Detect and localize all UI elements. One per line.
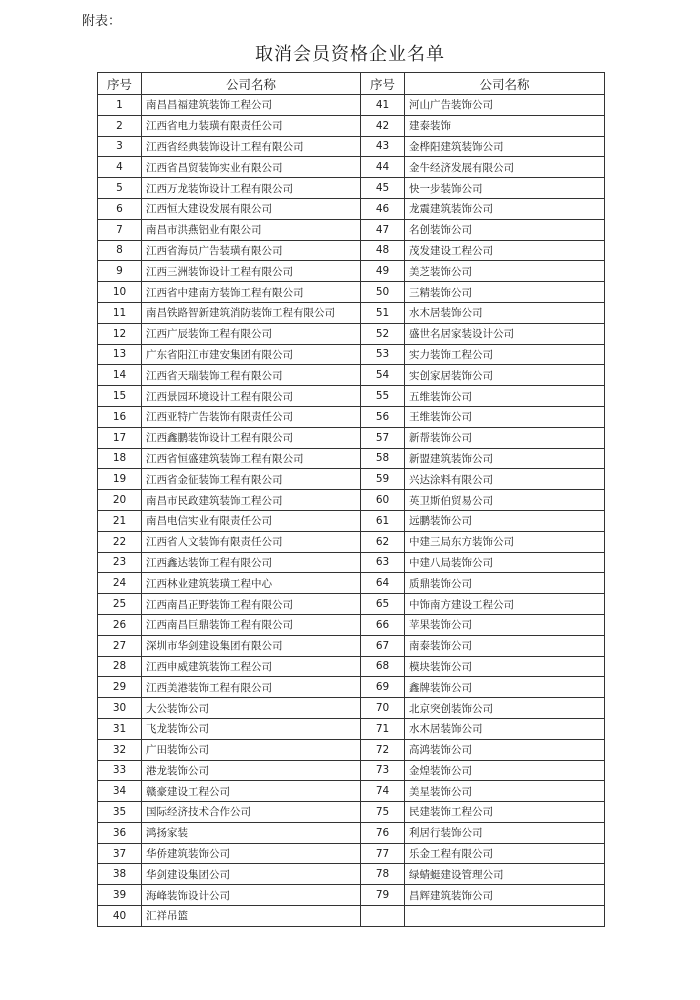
right-name-cell: 金桦阳建筑装饰公司 — [405, 136, 605, 157]
right-no-cell: 59 — [361, 469, 405, 490]
table-row — [98, 698, 605, 719]
table-row — [98, 261, 605, 282]
right-no-cell: 73 — [361, 760, 405, 781]
left-no-cell: 38 — [98, 864, 142, 885]
left-no-cell: 5 — [98, 178, 142, 199]
left-name-cell: 鸿扬家装 — [142, 822, 361, 843]
right-name-cell: 美芝装饰公司 — [405, 261, 605, 282]
left-name-cell: 江西景园环境设计工程有限公司 — [142, 386, 361, 407]
left-name-cell: 南昌市洪燕铝业有限公司 — [142, 219, 361, 240]
left-no-cell: 12 — [98, 323, 142, 344]
left-no-cell: 11 — [98, 302, 142, 323]
left-no-cell: 21 — [98, 510, 142, 531]
table-row — [98, 843, 605, 864]
left-name-cell: 国际经济技术合作公司 — [142, 802, 361, 823]
left-name-cell: 江西省昌贸装饰实业有限公司 — [142, 157, 361, 178]
left-no-cell: 23 — [98, 552, 142, 573]
right-no-cell: 67 — [361, 635, 405, 656]
left-name-cell: 华侨建筑装饰公司 — [142, 843, 361, 864]
right-no-cell: 61 — [361, 510, 405, 531]
left-name-cell: 南昌市民政建筑装饰工程公司 — [142, 490, 361, 511]
right-name-cell: 模块装饰公司 — [405, 656, 605, 677]
left-no-cell: 1 — [98, 95, 142, 116]
left-no-cell: 27 — [98, 635, 142, 656]
right-no-cell: 69 — [361, 677, 405, 698]
header-name-left: 公司名称 — [142, 73, 361, 95]
table-body — [98, 95, 605, 927]
right-no-cell: 65 — [361, 594, 405, 615]
right-name-cell: 绿蜻蜓建设管理公司 — [405, 864, 605, 885]
right-no-cell: 79 — [361, 885, 405, 906]
left-no-cell: 33 — [98, 760, 142, 781]
right-name-cell: 利居行装饰公司 — [405, 822, 605, 843]
right-name-cell: 北京突创装饰公司 — [405, 698, 605, 719]
left-no-cell: 35 — [98, 802, 142, 823]
left-name-cell: 飞龙装饰公司 — [142, 718, 361, 739]
left-no-cell: 36 — [98, 822, 142, 843]
right-no-cell: 43 — [361, 136, 405, 157]
table-row — [98, 344, 605, 365]
left-name-cell: 江西鑫鹏装饰设计工程有限公司 — [142, 427, 361, 448]
table-row — [98, 531, 605, 552]
left-no-cell: 13 — [98, 344, 142, 365]
right-name-cell: 王维装饰公司 — [405, 406, 605, 427]
annex-label: 附表： — [82, 14, 122, 29]
left-no-cell: 16 — [98, 406, 142, 427]
right-name-cell: 远鹏装饰公司 — [405, 510, 605, 531]
table-row — [98, 490, 605, 511]
left-no-cell: 7 — [98, 219, 142, 240]
table-row — [98, 469, 605, 490]
table-row — [98, 323, 605, 344]
table-row — [98, 781, 605, 802]
left-name-cell: 海峰装饰设计公司 — [142, 885, 361, 906]
right-no-cell: 70 — [361, 698, 405, 719]
left-no-cell: 14 — [98, 365, 142, 386]
left-name-cell: 南昌铁路智新建筑消防装饰工程有限公司 — [142, 302, 361, 323]
left-no-cell: 2 — [98, 115, 142, 136]
left-no-cell: 40 — [98, 906, 142, 927]
right-no-cell: 58 — [361, 448, 405, 469]
left-name-cell: 南昌电信实业有限责任公司 — [142, 510, 361, 531]
right-name-cell: 茂发建设工程公司 — [405, 240, 605, 261]
table-row — [98, 136, 605, 157]
left-no-cell: 20 — [98, 490, 142, 511]
company-table — [97, 72, 605, 927]
left-no-cell: 25 — [98, 594, 142, 615]
table-row — [98, 594, 605, 615]
right-name-cell: 中建三局东方装饰公司 — [405, 531, 605, 552]
left-name-cell: 江西三洲装饰设计工程有限公司 — [142, 261, 361, 282]
right-name-cell: 金牛经济发展有限公司 — [405, 157, 605, 178]
left-no-cell: 31 — [98, 718, 142, 739]
right-no-cell: 55 — [361, 386, 405, 407]
left-name-cell: 江西省天瑞装饰工程有限公司 — [142, 365, 361, 386]
left-no-cell: 24 — [98, 573, 142, 594]
left-name-cell: 江西广辰装饰工程有限公司 — [142, 323, 361, 344]
left-no-cell: 37 — [98, 843, 142, 864]
right-no-cell: 66 — [361, 614, 405, 635]
left-name-cell: 江西省电力装璜有限责任公司 — [142, 115, 361, 136]
table-row — [98, 510, 605, 531]
table-row — [98, 240, 605, 261]
right-name-cell: 鑫牌装饰公司 — [405, 677, 605, 698]
right-no-cell: 54 — [361, 365, 405, 386]
left-no-cell: 15 — [98, 386, 142, 407]
table-row — [98, 198, 605, 219]
right-no-cell: 41 — [361, 95, 405, 116]
document-title: 取消会员资格企业名单 — [255, 44, 445, 65]
right-name-cell: 兴达涂料有限公司 — [405, 469, 605, 490]
right-name-cell: 苹果装饰公司 — [405, 614, 605, 635]
left-name-cell: 汇祥吊篮 — [142, 906, 361, 927]
table-row — [98, 822, 605, 843]
right-no-cell: 76 — [361, 822, 405, 843]
right-no-cell: 74 — [361, 781, 405, 802]
left-no-cell: 32 — [98, 739, 142, 760]
right-name-cell: 美星装饰公司 — [405, 781, 605, 802]
left-no-cell: 22 — [98, 531, 142, 552]
right-name-cell: 新帮装饰公司 — [405, 427, 605, 448]
table-row — [98, 656, 605, 677]
right-name-cell: 三精装饰公司 — [405, 282, 605, 303]
left-no-cell: 4 — [98, 157, 142, 178]
left-name-cell: 大公装饰公司 — [142, 698, 361, 719]
right-no-cell: 77 — [361, 843, 405, 864]
left-no-cell: 28 — [98, 656, 142, 677]
table-row — [98, 448, 605, 469]
left-name-cell: 江西南昌巨鼎装饰工程有限公司 — [142, 614, 361, 635]
right-name-cell: 河山广告装饰公司 — [405, 95, 605, 116]
left-no-cell: 9 — [98, 261, 142, 282]
table-row — [98, 157, 605, 178]
right-no-cell: 50 — [361, 282, 405, 303]
right-no-cell: 44 — [361, 157, 405, 178]
left-no-cell: 29 — [98, 677, 142, 698]
right-name-cell: 民建装饰工程公司 — [405, 802, 605, 823]
right-no-cell: 52 — [361, 323, 405, 344]
header-name-right: 公司名称 — [405, 73, 605, 95]
table-row — [98, 552, 605, 573]
right-no-cell: 48 — [361, 240, 405, 261]
left-name-cell: 江西南昌正野装饰工程有限公司 — [142, 594, 361, 615]
right-no-cell: 60 — [361, 490, 405, 511]
right-name-cell: 实创家居装饰公司 — [405, 365, 605, 386]
right-name-cell: 金煌装饰公司 — [405, 760, 605, 781]
left-no-cell: 26 — [98, 614, 142, 635]
right-no-cell: 45 — [361, 178, 405, 199]
left-name-cell: 江西恒大建设发展有限公司 — [142, 198, 361, 219]
left-name-cell: 江西林业建筑装璜工程中心 — [142, 573, 361, 594]
right-no-cell — [361, 906, 405, 927]
right-no-cell: 57 — [361, 427, 405, 448]
right-no-cell: 56 — [361, 406, 405, 427]
left-name-cell: 深圳市华剑建设集团有限公司 — [142, 635, 361, 656]
right-name-cell: 新盟建筑装饰公司 — [405, 448, 605, 469]
table-row — [98, 115, 605, 136]
table-row — [98, 906, 605, 927]
left-name-cell: 广东省阳江市建安集团有限公司 — [142, 344, 361, 365]
table-row — [98, 802, 605, 823]
right-no-cell: 47 — [361, 219, 405, 240]
table-row — [98, 573, 605, 594]
right-name-cell: 建泰装饰 — [405, 115, 605, 136]
right-name-cell: 乐金工程有限公司 — [405, 843, 605, 864]
right-name-cell: 五维装饰公司 — [405, 386, 605, 407]
right-name-cell: 中建八局装饰公司 — [405, 552, 605, 573]
right-no-cell: 72 — [361, 739, 405, 760]
left-name-cell: 江西美港装饰工程有限公司 — [142, 677, 361, 698]
right-name-cell: 名创装饰公司 — [405, 219, 605, 240]
right-name-cell: 盛世名居家装设计公司 — [405, 323, 605, 344]
table-row — [98, 95, 605, 116]
header-no-left: 序号 — [98, 73, 142, 95]
table-row — [98, 178, 605, 199]
right-no-cell: 64 — [361, 573, 405, 594]
table-row — [98, 282, 605, 303]
table-row — [98, 219, 605, 240]
right-name-cell — [405, 906, 605, 927]
table-row — [98, 427, 605, 448]
right-no-cell: 75 — [361, 802, 405, 823]
right-name-cell: 龙震建筑装饰公司 — [405, 198, 605, 219]
left-name-cell: 赣豪建设工程公司 — [142, 781, 361, 802]
table-row — [98, 302, 605, 323]
left-no-cell: 19 — [98, 469, 142, 490]
left-name-cell: 江西省恒盛建筑装饰工程有限公司 — [142, 448, 361, 469]
right-no-cell: 68 — [361, 656, 405, 677]
table-row — [98, 718, 605, 739]
right-no-cell: 78 — [361, 864, 405, 885]
left-no-cell: 10 — [98, 282, 142, 303]
right-name-cell: 快一步装饰公司 — [405, 178, 605, 199]
table-row — [98, 864, 605, 885]
left-name-cell: 广田装饰公司 — [142, 739, 361, 760]
right-no-cell: 49 — [361, 261, 405, 282]
left-no-cell: 30 — [98, 698, 142, 719]
right-no-cell: 62 — [361, 531, 405, 552]
right-name-cell: 中饰南方建设工程公司 — [405, 594, 605, 615]
left-name-cell: 南昌昌福建筑装饰工程公司 — [142, 95, 361, 116]
right-no-cell: 42 — [361, 115, 405, 136]
left-no-cell: 3 — [98, 136, 142, 157]
right-name-cell: 水木居装饰公司 — [405, 718, 605, 739]
right-name-cell: 昌辉建筑装饰公司 — [405, 885, 605, 906]
table-row — [98, 677, 605, 698]
left-no-cell: 8 — [98, 240, 142, 261]
left-name-cell: 江西省海员广告装璜有限公司 — [142, 240, 361, 261]
left-name-cell: 江西省金征装饰工程有限公司 — [142, 469, 361, 490]
table-header-row — [98, 73, 605, 95]
right-name-cell: 高鸿装饰公司 — [405, 739, 605, 760]
table-row — [98, 406, 605, 427]
right-name-cell: 实力装饰工程公司 — [405, 344, 605, 365]
right-no-cell: 71 — [361, 718, 405, 739]
right-name-cell: 水木居装饰公司 — [405, 302, 605, 323]
left-name-cell: 江西鑫达装饰工程有限公司 — [142, 552, 361, 573]
left-name-cell: 江西省人文装饰有限责任公司 — [142, 531, 361, 552]
right-no-cell: 46 — [361, 198, 405, 219]
left-name-cell: 江西万龙装饰设计工程有限公司 — [142, 178, 361, 199]
table-row — [98, 885, 605, 906]
left-no-cell: 34 — [98, 781, 142, 802]
right-no-cell: 51 — [361, 302, 405, 323]
left-no-cell: 18 — [98, 448, 142, 469]
table-row — [98, 739, 605, 760]
right-no-cell: 63 — [361, 552, 405, 573]
left-name-cell: 江西申威建筑装饰工程公司 — [142, 656, 361, 677]
left-name-cell: 江西亚特广告装饰有限责任公司 — [142, 406, 361, 427]
left-name-cell: 港龙装饰公司 — [142, 760, 361, 781]
right-no-cell: 53 — [361, 344, 405, 365]
right-name-cell: 英卫斯伯贸易公司 — [405, 490, 605, 511]
left-name-cell: 华剑建设集团公司 — [142, 864, 361, 885]
right-name-cell: 质鼎装饰公司 — [405, 573, 605, 594]
left-name-cell: 江西省经典装饰设计工程有限公司 — [142, 136, 361, 157]
header-no-right: 序号 — [361, 73, 405, 95]
table-row — [98, 365, 605, 386]
left-no-cell: 6 — [98, 198, 142, 219]
left-name-cell: 江西省中建南方装饰工程有限公司 — [142, 282, 361, 303]
table-row — [98, 760, 605, 781]
table-row — [98, 614, 605, 635]
table-row — [98, 386, 605, 407]
left-no-cell: 17 — [98, 427, 142, 448]
right-name-cell: 南泰装饰公司 — [405, 635, 605, 656]
left-no-cell: 39 — [98, 885, 142, 906]
table-row — [98, 635, 605, 656]
